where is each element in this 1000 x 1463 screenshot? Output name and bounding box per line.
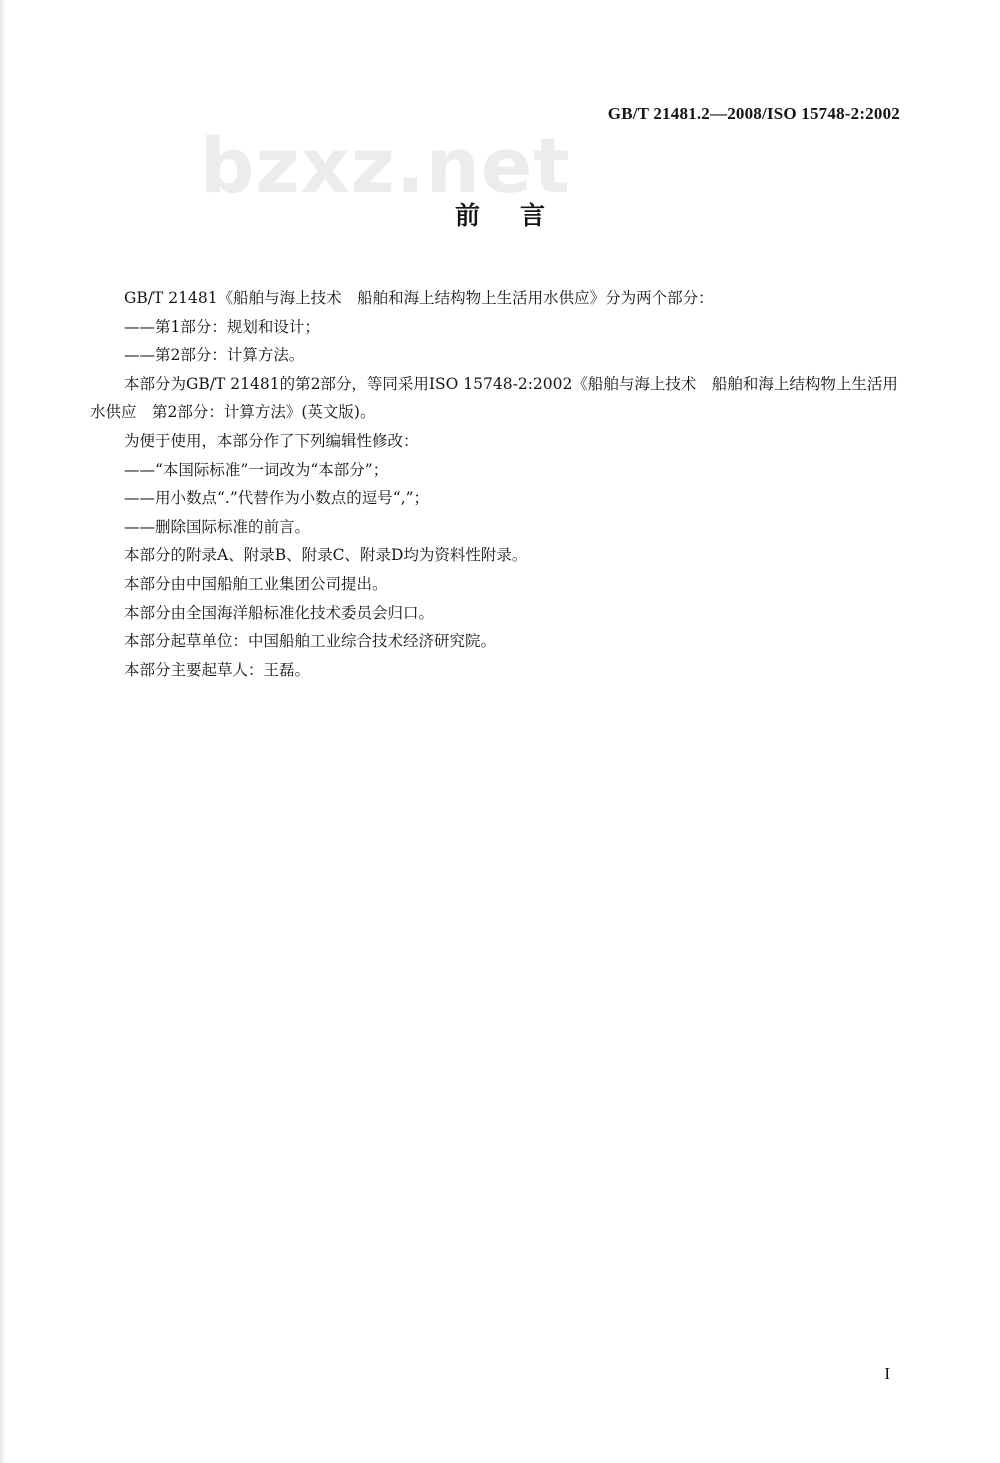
- paragraph-edits-intro: 为便于使用，本部分作了下列编辑性修改：: [124, 431, 419, 450]
- list-item-part-2: ——第2部分：计算方法。: [124, 346, 305, 365]
- list-item-edit-2: ——用小数点“.”代替作为小数点的逗号“,”；: [124, 489, 430, 508]
- paragraph-committee: 本部分由全国海洋船标准化技术委员会归口。: [124, 603, 435, 622]
- list-item-part-1: ——第1部分：规划和设计；: [124, 317, 320, 336]
- page-title: 前言: [454, 201, 585, 230]
- standard-code: GB/T 21481.2—2008/ISO 15748-2:2002: [607, 104, 900, 123]
- paragraph-proposer: 本部分由中国船舶工业集团公司提出。: [124, 574, 388, 593]
- foreword-body: [90, 284, 905, 684]
- list-item-edit-3: ——删除国际标准的前言。: [124, 517, 311, 536]
- paragraph-adoption: 本部分为GB/T 21481的第2部分，等同采用ISO 15748-2:2002《船舶与海上技术 船舶和海上结构物上生活用水供应 第2部分：计算方法》(英文版)。: [90, 374, 898, 422]
- paragraph-drafter: 本部分主要起草人：王磊。: [124, 660, 311, 679]
- list-item-edit-1: ——“本国际标准”一词改为“本部分”；: [124, 460, 389, 479]
- watermark: bzxz.net: [200, 121, 571, 210]
- paragraph-parts-intro: GB/T 21481《船舶与海上技术 船舶和海上结构物上生活用水供应》分为两个部分：: [124, 289, 714, 307]
- page-number: I: [884, 1364, 890, 1383]
- paragraph-annexes: 本部分的附录A、附录B、附录C、附录D均为资料性附录。: [124, 546, 528, 565]
- paragraph-drafting-unit: 本部分起草单位：中国船舶工业综合技术经济研究院。: [124, 632, 497, 651]
